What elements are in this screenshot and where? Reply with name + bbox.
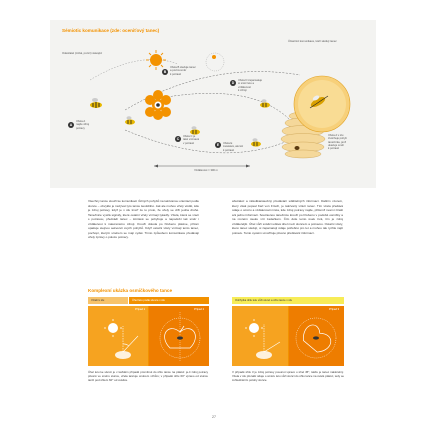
label-hive-note: Včela A v úlu ztvárňuje pohyb tanečníka, jenž ukazuje směr k potravě bbox=[328, 134, 347, 151]
bee-icon-3 bbox=[190, 126, 200, 134]
label-bee-a: Včela A najde zdroj potravy bbox=[76, 120, 90, 130]
case-tag-1: Případ 1 bbox=[135, 308, 146, 311]
label-bee-e: Včela E zaostává, ale letí k potravě bbox=[223, 142, 244, 152]
body-column-2: abstrakcí a několikanásobný předávání sdělitelných informací. Dalším vzorem, který však popsal Karl von Frisch, je takzvaný vrtěcí tanec. Tím včela předává údaje o směru a vzdálenosti místa, kde zdroj potravy najde, přičemž nesmí ztratit ani jednu informaci. Současnou tanečnice krouží po hřebenu v podobě osmičky a na rovném úseku vrtí zadečkem. Čím déle tento úsek trvá, tím je zdroj vzdálenější. Úhel vůči svislici udává úhel mezi sluncem a potravou. Ostatní včely, které tanec sledují, si zapamatují údaje potřebné pro let a mohou tak rychle najít potravu. Tento systém umožňuje přesné předávání informací. bbox=[232, 199, 343, 235]
section-title: Komplexní ukázka osmičkového tance bbox=[88, 288, 172, 293]
dance-diagram-left bbox=[88, 306, 209, 366]
dance-panel-left bbox=[88, 306, 209, 366]
figure-title: Sémiotic komunikace (zde: oceniťový tanec) bbox=[62, 28, 160, 33]
label-bee-b: Včela B sleduje tanec a pozná směr k potravě bbox=[170, 66, 196, 76]
caption-left: Úhel letu ke slunci je v každém případě promítnut do úhlu tance na plástvi: je-li zdroj potravy přesně ve směru slunce, včela tancuje směrem vzhůru; v případě úhlu 60° vpravo od slunce tančí pod úhlem 60° od svislice. bbox=[88, 370, 208, 383]
marker-d: D bbox=[231, 81, 235, 85]
honeycomb-icon bbox=[294, 76, 350, 132]
bee-icon-2 bbox=[125, 116, 135, 124]
label-start: Odesílatel (nízká, pozicí) stávající bbox=[62, 52, 103, 55]
caption-right: V případě úhlu 3 je zdroj potravy posunut vpravo o úhel 45°, takže je tanec nakloněný. Včela v úlu přenáší údaje o směru letu vůči slunci do úhlu tance na svislé plástvi, tedy se zohledněním polohy slunce. bbox=[232, 370, 344, 383]
bee-icon-1 bbox=[90, 98, 102, 108]
label-distance: Vzdálenost = 300 m bbox=[194, 169, 218, 172]
body-column-1: Všechny tance slouží ke komunikaci různých pohybů na takzvanou orientaci podle slunce – obvyklé je nazývat tyto tance šestidílné. Jak ale mohou včely vědět, kde je zdroj potravy, když je v úlu tma? Je to proto, že včely se drží jedna druhé. Tanečnice vysílá signály, které ostatní včely vnímají tykadly. Včela, která se vrací s potravou, předvádí tanec – kmitavě se pohybuje a napodobí tak směr i vzdálenost k nalezenému zdroji. Krouží dokola po hřebenu plástve, přitom opakuje stejnou sekvenci svých pohybů. Když ostatní včely vnímají tento tanec, pochopí, kterým směrem se mají vydat. Tímto způsobem komunikace předávají včely zprávy o poloze potravy. bbox=[88, 199, 199, 240]
bee-dance-figure bbox=[50, 20, 376, 188]
marker-b: B bbox=[163, 70, 167, 74]
figure-illustration bbox=[50, 20, 376, 188]
bee-icon-4 bbox=[260, 99, 270, 107]
marker-e: E bbox=[216, 143, 220, 147]
label-observe: Účastníci komunikace, kteří sledují tanec bbox=[288, 40, 337, 43]
marker-a: A bbox=[69, 123, 73, 127]
dance-panel-right bbox=[232, 306, 344, 366]
left-caption-2: Úhel letu podle slunce v úlu bbox=[129, 297, 209, 304]
case-tag-2: Případ 2 bbox=[194, 308, 205, 311]
sun-icon-small bbox=[146, 50, 166, 70]
label-bee-d: Včela D zapamatuje si směr letu a vzdálenost k zdroji bbox=[238, 79, 263, 92]
page-number: 27 bbox=[212, 415, 216, 419]
left-caption-1: Vztah k úlu bbox=[88, 297, 128, 304]
dance-diagram-right bbox=[232, 306, 344, 366]
right-caption: Odchylka úhlu letu vůči slunci a úhlu tance v úlu bbox=[232, 297, 344, 304]
case-tag-3: Případ 3 bbox=[329, 308, 340, 311]
flower-icon bbox=[145, 90, 171, 120]
label-bee-c: Včela C je také vnímavá v potravě bbox=[183, 135, 199, 145]
marker-c: C bbox=[176, 137, 180, 141]
